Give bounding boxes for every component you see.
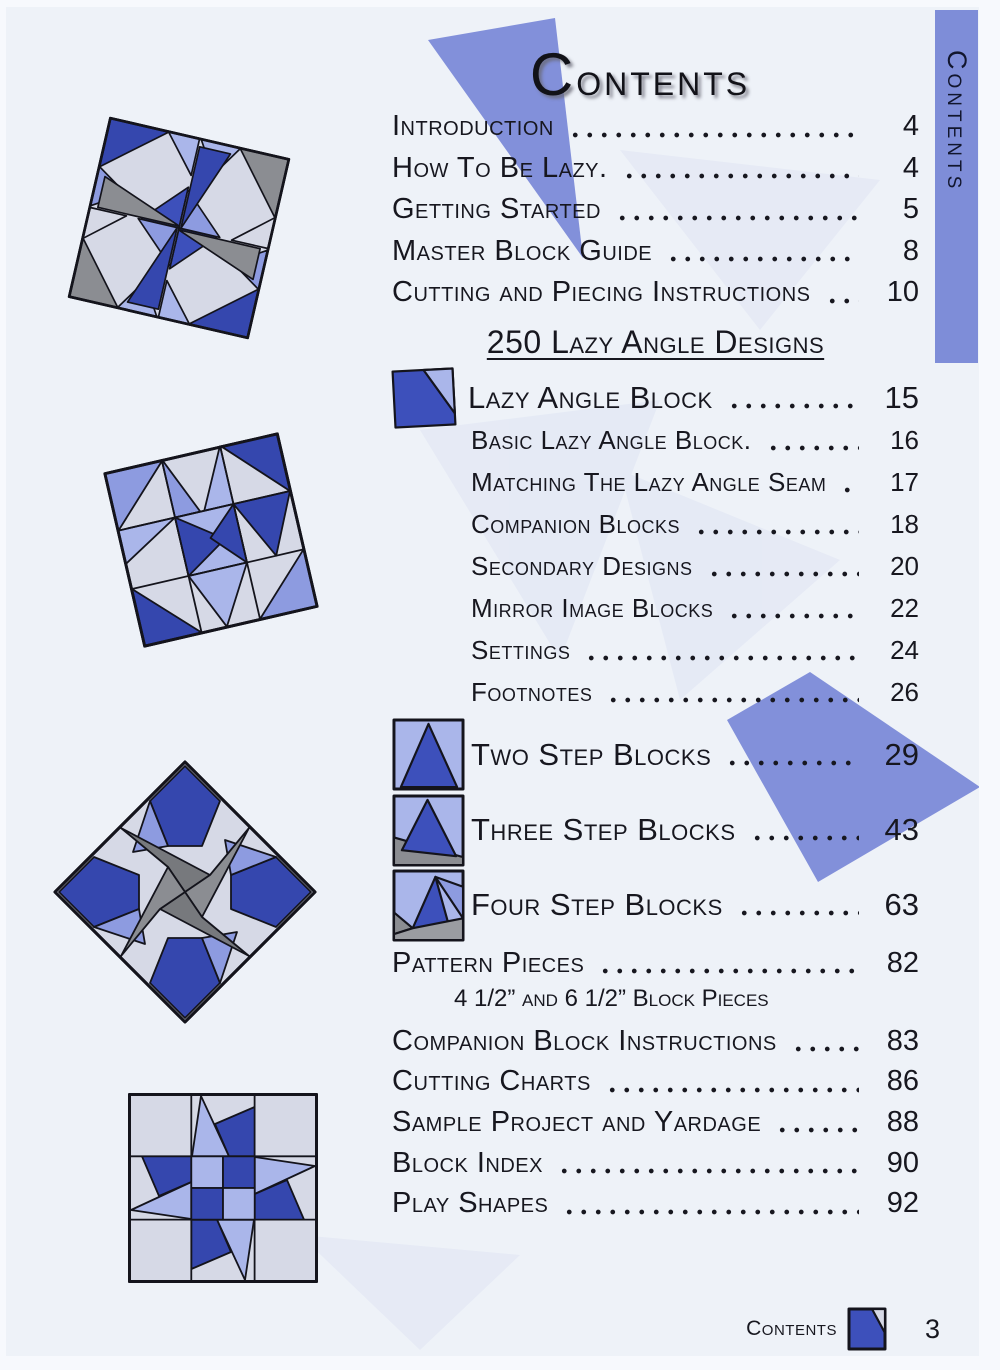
page-footer bbox=[640, 1304, 940, 1354]
three-step-block-icon bbox=[392, 794, 465, 867]
dot-leader bbox=[557, 1168, 859, 1174]
page-number: 88 bbox=[886, 1105, 919, 1138]
toc-entry-label: Secondary Designs bbox=[471, 550, 693, 581]
dot-leader bbox=[707, 571, 859, 577]
toc-row bbox=[392, 1062, 919, 1103]
dot-leader bbox=[727, 403, 859, 409]
page-number: 29 bbox=[884, 736, 919, 772]
quilt-block-star-diamond-illustration bbox=[49, 756, 321, 1028]
page-number: 16 bbox=[890, 424, 919, 455]
dot-leader bbox=[605, 1087, 859, 1093]
dot-leader bbox=[606, 697, 859, 703]
dot-leader bbox=[666, 256, 859, 262]
page-title: Contents bbox=[529, 41, 751, 108]
chapter-tab bbox=[935, 10, 978, 363]
toc-row bbox=[392, 868, 919, 943]
toc-row bbox=[392, 461, 919, 503]
toc-row bbox=[392, 1102, 919, 1143]
toc-section-back-matter bbox=[392, 1021, 919, 1224]
page-number: 82 bbox=[886, 946, 919, 979]
toc-entry-label: Sample Project and Yardage bbox=[392, 1105, 762, 1138]
toc-row bbox=[392, 419, 919, 461]
page-number: 4 bbox=[902, 151, 919, 184]
dot-leader bbox=[791, 1046, 859, 1052]
toc-entry-label: Cutting Charts bbox=[392, 1065, 591, 1098]
toc-entry-label: Lazy Angle Block bbox=[468, 380, 713, 415]
toc-entry-label: Three Step Blocks bbox=[471, 812, 736, 848]
dot-leader bbox=[598, 968, 859, 974]
toc-entry-label: Introduction bbox=[392, 110, 554, 143]
toc-entry-label: Pattern Pieces bbox=[392, 946, 585, 979]
page-number: 18 bbox=[890, 508, 919, 539]
toc-entry-label: Four Step Blocks bbox=[471, 887, 723, 923]
chapter-tab-label: Contents bbox=[942, 50, 972, 193]
toc-entry-label: Matching The Lazy Angle Seam bbox=[471, 466, 827, 497]
quilt-block-twisted-star-illustration bbox=[128, 1093, 318, 1283]
toc-entry-label: Mirror Image Blocks bbox=[471, 592, 714, 623]
dot-leader bbox=[825, 298, 859, 304]
dot-leader bbox=[615, 215, 859, 221]
scan-edge-right bbox=[979, 0, 1000, 1370]
toc-row bbox=[392, 148, 919, 190]
toc-entry-label: Companion Block Instructions bbox=[392, 1024, 777, 1057]
toc-row bbox=[392, 944, 919, 982]
toc-row bbox=[392, 272, 919, 314]
toc-entry-label: Footnotes bbox=[471, 676, 593, 707]
toc-row bbox=[392, 587, 919, 629]
page-number: 8 bbox=[902, 234, 919, 267]
toc-entry-label: Basic Lazy Angle Block. bbox=[471, 424, 752, 455]
toc-entry-label: Settings bbox=[471, 634, 571, 665]
page-number: 43 bbox=[884, 812, 919, 848]
scan-edge-bottom bbox=[0, 1356, 1000, 1370]
toc-row bbox=[392, 189, 919, 231]
toc-entry-label: Cutting and Piecing Instructions bbox=[392, 276, 811, 309]
page-number: 4 bbox=[902, 110, 919, 143]
dot-leader bbox=[727, 613, 859, 619]
footer-chapter-label: Contents bbox=[746, 1317, 837, 1340]
section-heading: 250 Lazy Angle Designs bbox=[486, 324, 825, 360]
toc-entry-label: Block Index bbox=[392, 1146, 543, 1179]
page-number: 63 bbox=[884, 887, 919, 923]
page-number: 5 bbox=[902, 193, 919, 226]
dot-leader bbox=[775, 1127, 859, 1133]
page-number: 26 bbox=[890, 676, 919, 707]
page-number: 90 bbox=[886, 1146, 919, 1179]
toc-section-step-blocks bbox=[392, 717, 919, 943]
four-step-block-icon bbox=[392, 869, 465, 942]
dot-leader bbox=[562, 1209, 859, 1215]
toc-entry-label: Getting Started bbox=[392, 193, 601, 226]
dot-leader bbox=[840, 487, 859, 493]
toc-section-lazy-angle-subentries bbox=[392, 419, 919, 713]
page-number: 83 bbox=[886, 1024, 919, 1057]
toc-row bbox=[392, 1021, 919, 1062]
scan-edge-top bbox=[0, 0, 1000, 7]
toc-row bbox=[392, 717, 919, 792]
toc-row bbox=[392, 671, 919, 713]
toc-row bbox=[392, 792, 919, 867]
dot-leader bbox=[622, 173, 859, 179]
toc-row bbox=[392, 1183, 919, 1224]
toc-row bbox=[392, 545, 919, 587]
toc-row bbox=[392, 231, 919, 273]
page-number: 86 bbox=[886, 1065, 919, 1098]
scan-edge-left bbox=[0, 0, 6, 1370]
toc-entry-label: Master Block Guide bbox=[392, 234, 653, 267]
page-number: 92 bbox=[886, 1187, 919, 1220]
page-number: 20 bbox=[890, 550, 919, 581]
toc-entry-label: How To Be Lazy. bbox=[392, 151, 608, 184]
dot-leader bbox=[584, 655, 859, 661]
page-number: 10 bbox=[886, 276, 919, 309]
toc-section-front-matter bbox=[392, 106, 919, 314]
toc-entry-label: Play Shapes bbox=[392, 1187, 549, 1220]
toc-entry-label: Two Step Blocks bbox=[471, 736, 712, 772]
lazy-angle-footer-icon bbox=[847, 1307, 887, 1351]
toc-row bbox=[392, 1143, 919, 1184]
dot-leader bbox=[737, 910, 859, 916]
dot-leader bbox=[750, 835, 859, 841]
toc-row bbox=[392, 106, 919, 148]
pattern-pieces-subline: 4 1/2” and 6 1/2” Block Pieces bbox=[454, 985, 769, 1012]
toc-row bbox=[392, 629, 919, 671]
page-number: 24 bbox=[890, 634, 919, 665]
toc-section-pattern-pieces bbox=[392, 944, 919, 1016]
dot-leader bbox=[766, 445, 860, 451]
dot-leader bbox=[725, 760, 859, 766]
toc-row bbox=[392, 503, 919, 545]
dot-leader bbox=[568, 132, 859, 138]
page-number: 17 bbox=[890, 466, 919, 497]
toc-entry-label: Companion Blocks bbox=[471, 508, 681, 539]
two-step-block-icon bbox=[392, 718, 465, 791]
page-number: 15 bbox=[884, 380, 919, 415]
page-number: 22 bbox=[890, 592, 919, 623]
dot-leader bbox=[694, 529, 859, 535]
footer-page-number: 3 bbox=[924, 1313, 940, 1344]
